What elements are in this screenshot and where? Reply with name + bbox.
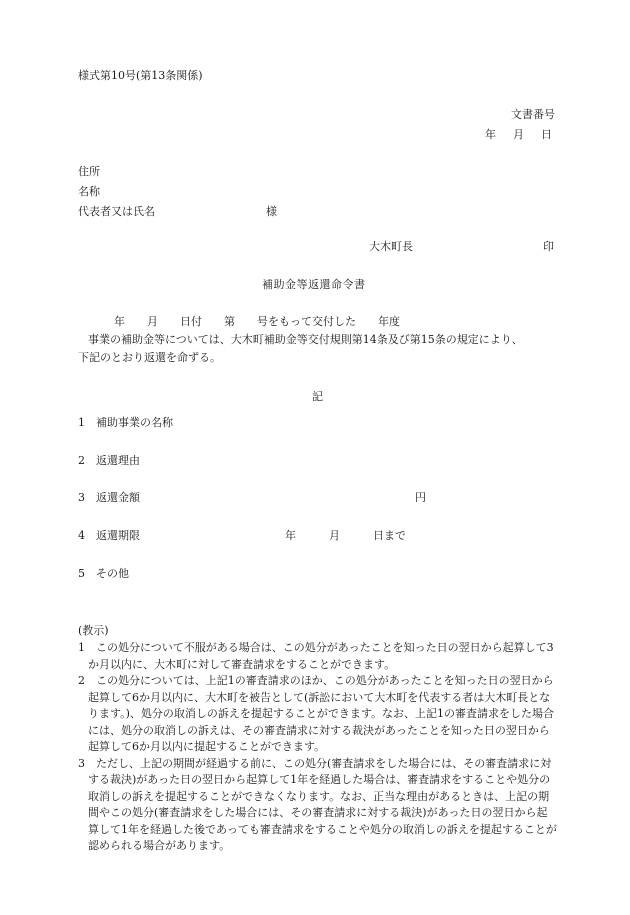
item-4-number: 4	[78, 529, 85, 542]
document-title: 補助金等返還命令書	[262, 278, 366, 291]
notice-paragraph-1: 1 この処分について不服がある場合は、この処分があったことを知った日の翌日から起算して3か月以内に、大木町に対して審査請求をすることができます。	[78, 641, 554, 671]
item-2-label: 返還理由	[96, 454, 140, 467]
item-1-number: 1	[78, 416, 85, 429]
recipient-name: 名称	[78, 185, 100, 198]
form-label: 様式第10号(第13条関係)	[78, 69, 203, 82]
seal-mark: 印	[543, 240, 554, 253]
body-date-line: 年 月 日付 第 号をもって交付した 年度	[114, 315, 400, 328]
ki-heading: 記	[312, 390, 323, 403]
recipient-representative: 代表者又は氏名	[78, 205, 155, 218]
sender-title: 大木町長	[369, 240, 413, 253]
recipient-address: 住所	[78, 165, 100, 178]
item-3-value: 円	[415, 491, 426, 504]
issue-date: 年 月 日	[485, 128, 555, 141]
honorific: 様	[266, 205, 277, 218]
item-3-label: 返還金額	[96, 491, 140, 504]
notice-heading: (教示)	[78, 624, 109, 637]
notice-body	[78, 640, 558, 855]
item-4-value: 年 月 日まで	[285, 529, 406, 542]
item-2-number: 2	[78, 454, 85, 467]
item-5-number: 5	[78, 567, 85, 580]
body-line-3: 下記のとおり返還を命ずる。	[78, 351, 221, 364]
body-line-2: 事業の補助金等については、大木町補助金等交付規則第14条及び第15条の規定により、	[88, 333, 523, 346]
notice-paragraph-2: 2 この処分については、上記1の審査請求のほか、この処分があったことを知った日の翌日から起算して6か月以内に、大木町を被告として(訴訟において大木町を代表する者は大木町長となります。)、処分の取消しの訴えを提起することができます。なお、上記1の審査請求をした場合には、処分の取消しの訴えは、その審査請求に対する裁決があったことを知った日の翌日から起算して6か月以内に提起することができます。	[78, 674, 555, 753]
item-1-label: 補助事業の名称	[96, 416, 173, 429]
item-5-label: その他	[96, 567, 129, 580]
item-3-number: 3	[78, 491, 85, 504]
document-number: 文書番号	[511, 108, 555, 121]
notice-paragraph-3: 3 ただし、上記の期間が経過する前に、この処分(審査請求をした場合には、その審査請求に対する裁決)があった日の翌日から起算して1年を経過した場合は、審査請求をすることや処分の取消しの訴えを提起することができなくなります。なお、正当な理由があるときは、上記の期間やこの処分(審査請求をした場合には、その審査請求に対する裁決)があった日の翌日から起算して1年を経過した後であっても審査請求をすることや処分の取消しの訴えを提起することが認められる場合があります。	[78, 756, 557, 852]
item-4-label: 返還期限	[96, 529, 140, 542]
